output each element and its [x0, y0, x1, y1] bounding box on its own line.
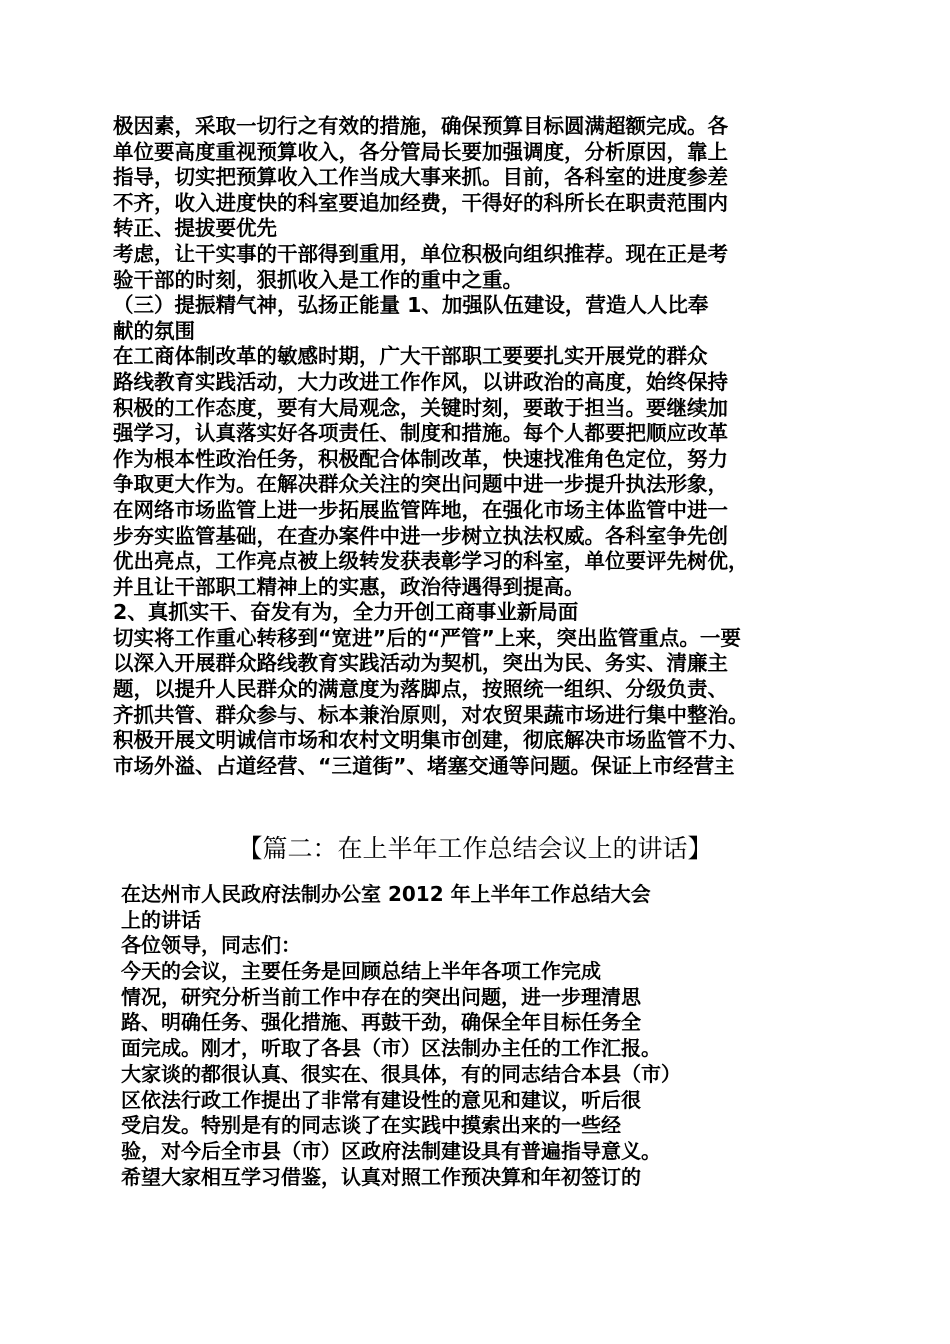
- text-line: 路线教育实践活动，大力改进工作作风，以讲政治的高度，始终保持: [113, 369, 728, 394]
- text-line: 希望大家相互学习借鉴，认真对照工作预决算和年初签订的: [121, 1164, 641, 1189]
- text-line: 极因素，采取一切行之有效的措施，确保预算目标圆满超额完成。各: [113, 114, 728, 138]
- text-line: 上的讲话: [121, 907, 201, 932]
- text-line: 单位要高度重视预算收入，各分管局长要加强调度，分析原因，靠上: [113, 139, 728, 164]
- text-line: 争取更大作为。在解决群众关注的突出问题中进一步提升执法形象，: [113, 472, 728, 497]
- text-line: 验，对今后全市县（市）区政府法制建设具有普遍指导意义。: [121, 1138, 661, 1163]
- text-line: 面完成。刚才，听取了各县（市）区法制办主任的工作汇报。: [121, 1036, 661, 1061]
- text-line: 受启发。特别是有的同志谈了在实践中摸索出来的一些经: [121, 1113, 621, 1138]
- text-line: 切实将工作重心转移到“宽进”后的“严管”上来，突出监管重点。一要: [113, 625, 741, 650]
- text-line: 考虑，让干实事的干部得到重用，单位积极向组织推荐。现在正是考: [113, 241, 728, 266]
- text-line: 各位领导，同志们：: [121, 933, 301, 958]
- text-line: 2、真抓实干、奋发有为，全力开创工商事业新局面: [113, 600, 579, 625]
- text-line: 路、明确任务、强化措施、再鼓干劲，确保全年目标任务全: [121, 1010, 641, 1035]
- text-line: 今天的会议，主要任务是回顾总结上半年各项工作完成: [121, 959, 601, 984]
- text-line: 转正、提拔要优先: [113, 216, 277, 241]
- speech-section-two: [121, 882, 821, 1190]
- text-line: 在达州市人民政府法制办公室 2012 年上半年工作总结大会: [121, 882, 651, 906]
- text-line: 指导，切实把预算收入工作当成大事来抓。目前，各科室的进度参差: [113, 165, 728, 190]
- text-line: 积极开展文明诚信市场和农村文明集市创建，彻底解决市场监管不力、: [113, 728, 749, 753]
- text-line: 区依法行政工作提出了非常有建设性的意见和建议，听后很: [121, 1087, 641, 1112]
- text-line: 情况，研究分析当前工作中存在的突出问题，进一步理清思: [121, 984, 641, 1009]
- text-line: 齐抓共管、群众参与、标本兼治原则，对农贸果蔬市场进行集中整治。: [113, 702, 749, 727]
- text-line: 并且让干部职工精神上的实惠，政治待遇得到提高。: [113, 574, 585, 599]
- text-line: 大家谈的都很认真、很实在、很具体，有的同志结合本县（市）: [121, 1061, 681, 1086]
- text-line: 强学习，认真落实好各项责任、制度和措施。每个人都要把顺应改革: [113, 421, 728, 446]
- speech-section-one: [113, 114, 853, 779]
- text-line: 献的氛围: [113, 318, 195, 343]
- article-heading: 【篇二：在上半年工作总结会议上的讲话】: [237, 834, 713, 863]
- text-line: 在网络市场监管上进一步拓展监管阵地，在强化市场主体监管中进一: [113, 497, 728, 522]
- text-line: 积极的工作态度，要有大局观念，关键时刻，要敢于担当。要继续加: [113, 395, 728, 420]
- text-line: 市场外溢、占道经营、“三道街”、堵塞交通等问题。保证上市经营主: [113, 753, 735, 778]
- text-line: 不齐，收入进度快的科室要追加经费，干得好的科所长在职责范围内: [113, 190, 728, 215]
- text-line: 以深入开展群众路线教育实践活动为契机，突出为民、务实、清廉主: [113, 651, 728, 676]
- text-line: 优出亮点，工作亮点被上级转发获表彰学习的科室，单位要评先树优，: [113, 549, 749, 574]
- text-line: （三）提振精气神，弘扬正能量 1、加强队伍建设，营造人人比奉: [113, 293, 709, 318]
- text-line: 验干部的时刻，狠抓收入是工作的重中之重。: [113, 267, 523, 292]
- text-line: 在工商体制改革的敏感时期，广大干部职工要要扎实开展党的群众: [113, 344, 708, 369]
- text-line: 作为根本性政治任务，积极配合体制改革，快速找准角色定位，努力: [113, 446, 728, 471]
- text-line: 步夯实监管基础，在查办案件中进一步树立执法权威。各科室争先创: [113, 523, 728, 548]
- text-line: 题，以提升人民群众的满意度为落脚点，按照统一组织、分级负责、: [113, 677, 728, 702]
